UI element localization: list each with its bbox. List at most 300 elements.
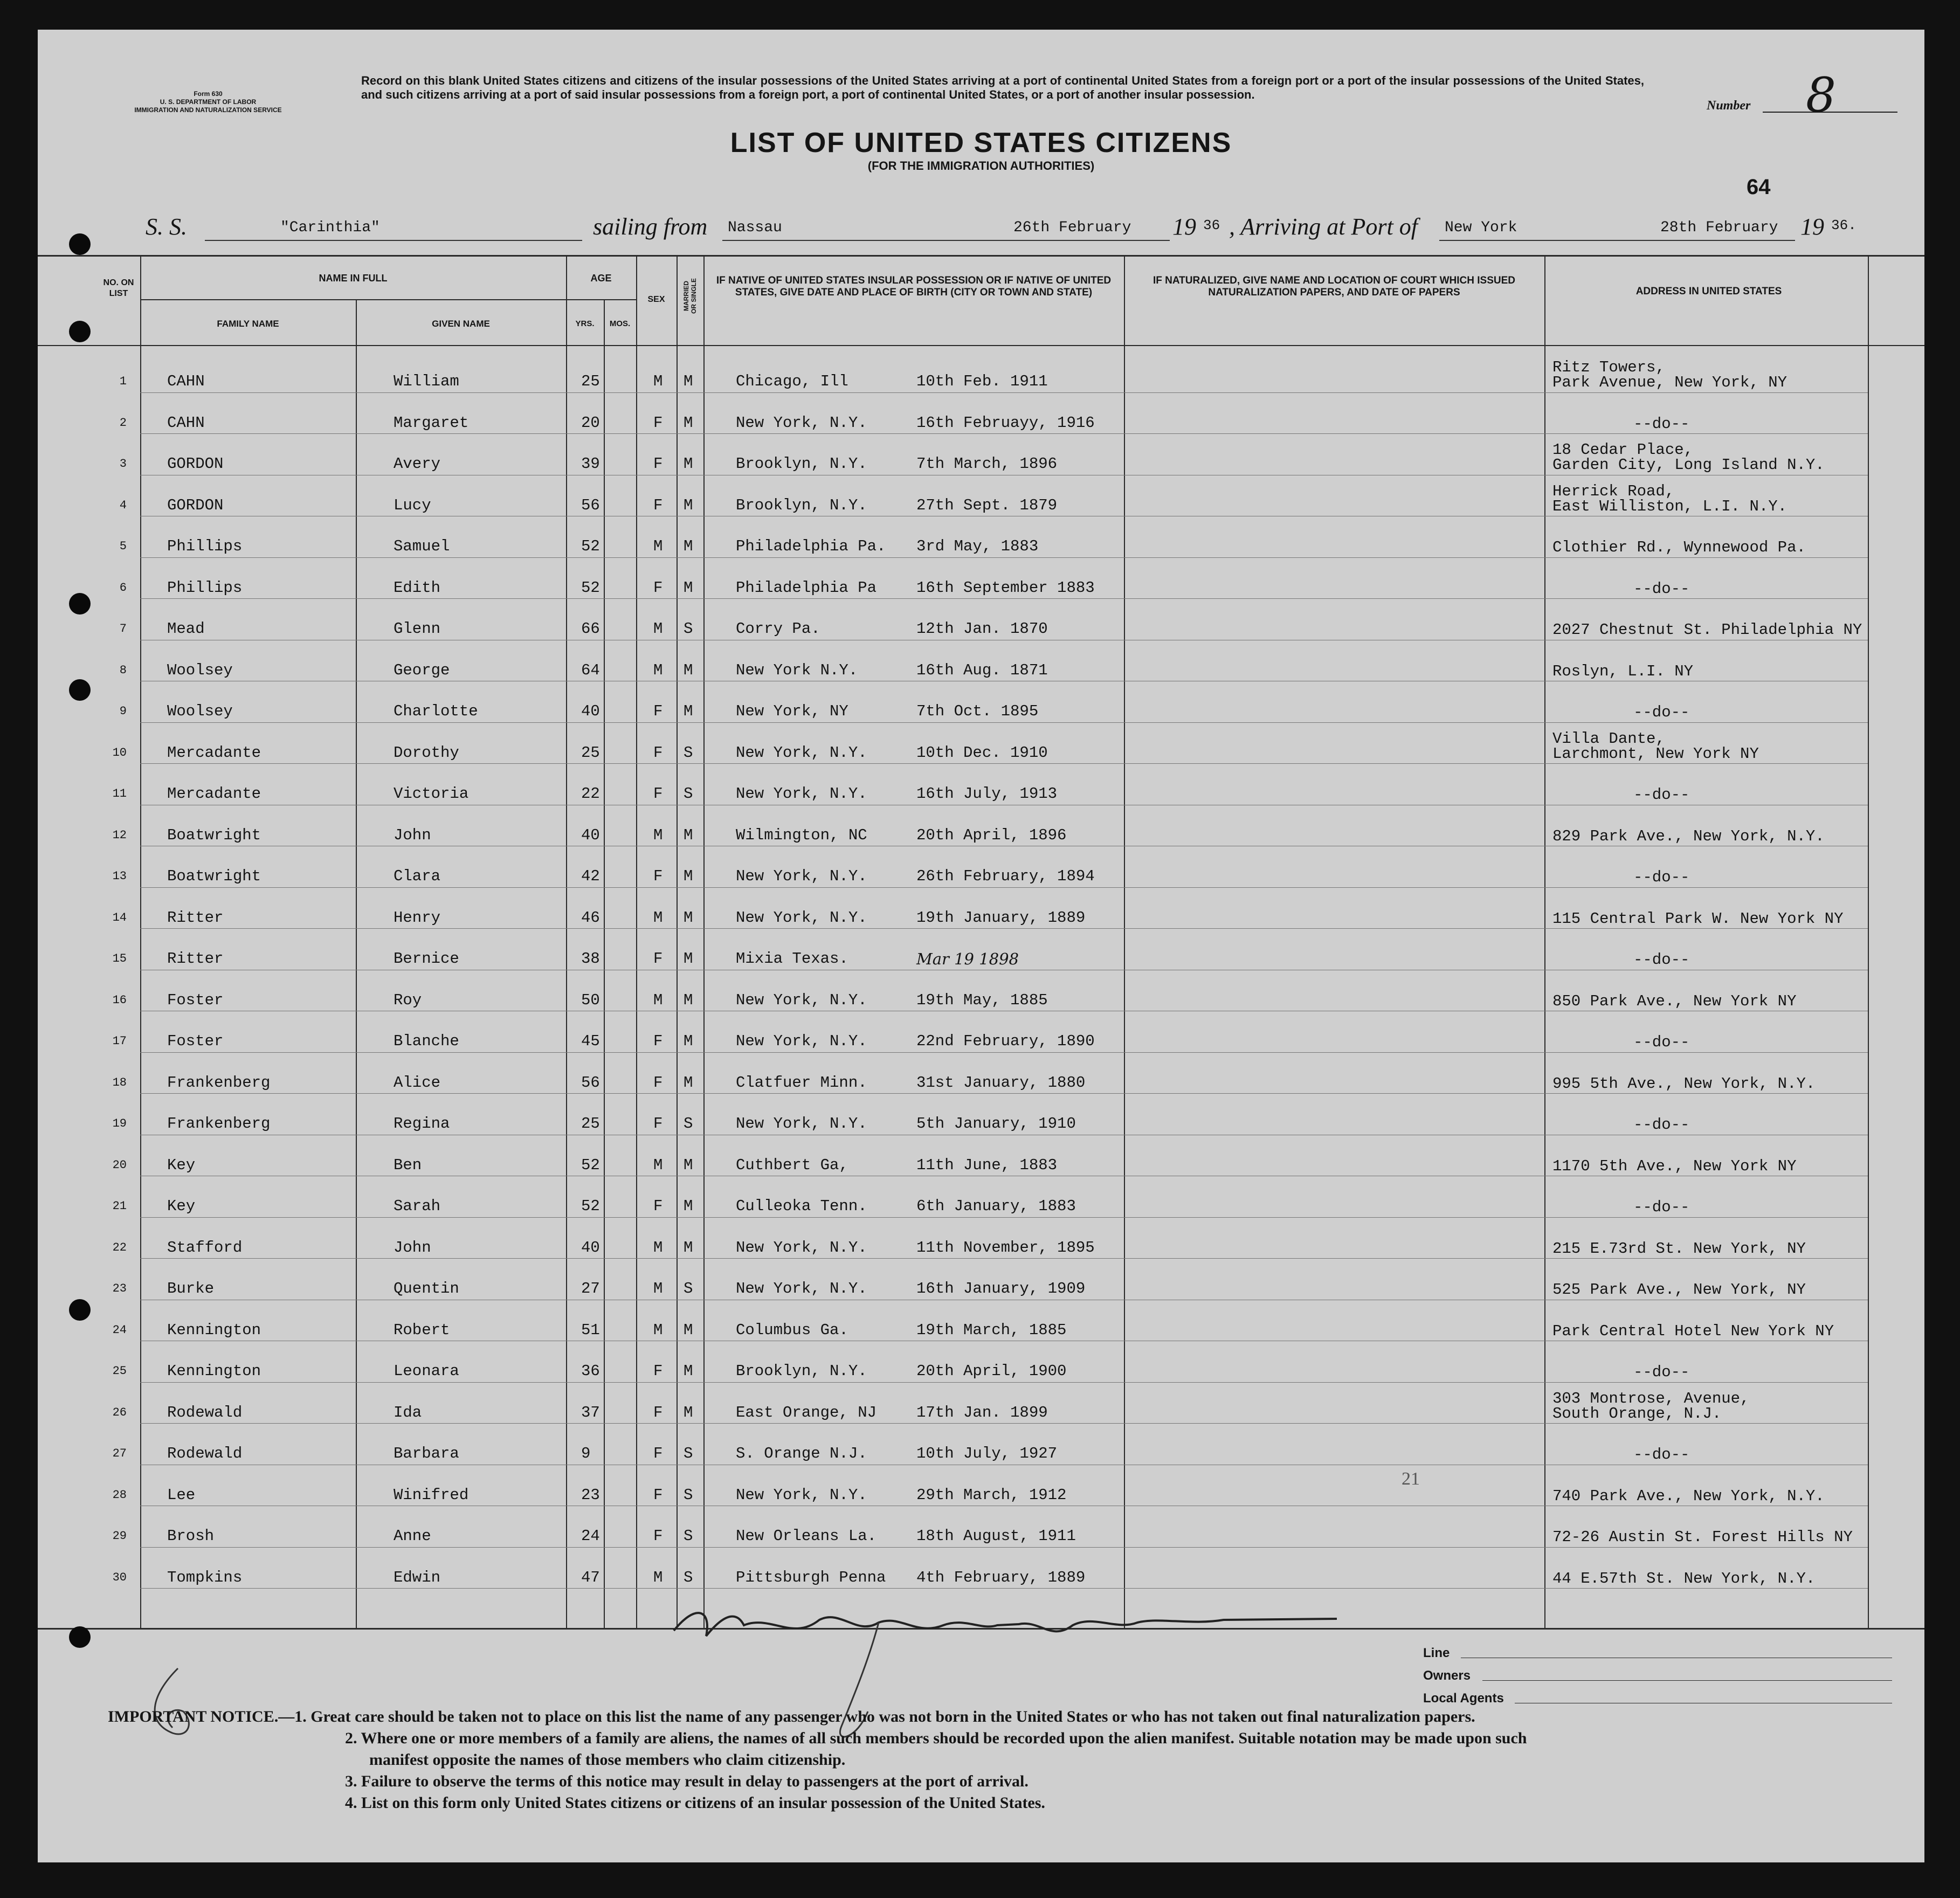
owners-label: Owners xyxy=(1423,1668,1471,1683)
row-number: 8 xyxy=(119,663,127,677)
birth-place-cell: Mixia Texas. xyxy=(736,950,848,968)
age-cell: 52 xyxy=(581,578,600,597)
marital-cell: M xyxy=(684,413,693,432)
depart-date: 26th February xyxy=(1013,219,1131,236)
marital-cell: M xyxy=(684,826,693,844)
address-line-2: East Williston, L.I. N.Y. xyxy=(1552,497,1788,515)
header-naturalized: IF NATURALIZED, GIVE NAME AND LOCATION OF COURT WHICH ISSUED NATURALIZATION PAPERS, AND DATE OF PAPERS xyxy=(1152,275,1515,298)
given-name-cell: George xyxy=(394,661,450,679)
row-number: 7 xyxy=(119,622,127,636)
depart-year-prefix: 19 xyxy=(1172,213,1196,240)
address-line-1: Villa Dante, xyxy=(1552,729,1665,748)
family-name-cell: CAHN xyxy=(167,372,205,390)
birth-place-cell: New York, N.Y. xyxy=(736,1280,867,1297)
age-cell: 64 xyxy=(581,661,600,679)
sex-cell: F xyxy=(653,1115,663,1133)
sex-cell: M xyxy=(653,1280,663,1297)
marital-cell: M xyxy=(684,1032,693,1050)
address-line-2: South Orange, N.J. xyxy=(1552,1404,1722,1423)
birth-date-cell: 10th Feb. 1911 xyxy=(916,372,1048,390)
col-rule-birth xyxy=(1124,256,1125,1628)
header-given-name: GIVEN NAME xyxy=(432,319,490,329)
marital-cell: S xyxy=(684,1568,693,1586)
binder-hole xyxy=(69,593,91,615)
name-subheader-rule xyxy=(140,299,636,300)
arrive-year: 36. xyxy=(1831,217,1857,233)
header-family-name: FAMILY NAME xyxy=(217,319,279,329)
marital-cell: M xyxy=(684,578,693,597)
address-line-2: 829 Park Ave., New York, N.Y. xyxy=(1552,827,1825,845)
birth-place-cell: Cuthbert Ga, xyxy=(736,1156,848,1174)
row-number: 25 xyxy=(112,1364,127,1378)
record-instructions: Record on this blank United States citizens and citizens of the insular possessions of the United States arriving at a port of continental United States from a foreign port or a port of the insular possessions of the United States, and such citizens arriving at a port of said insular possessions from a foreign port, a port of continental United States, or a port of another insular possession. xyxy=(361,74,1644,101)
row-number: 10 xyxy=(112,746,127,760)
marital-cell: M xyxy=(684,702,693,720)
birth-date-cell: 20th April, 1900 xyxy=(916,1362,1067,1380)
given-name-cell: John xyxy=(394,1238,431,1257)
address-line-2: Park Central Hotel New York NY xyxy=(1552,1322,1834,1340)
header-birth: IF NATIVE OF UNITED STATES INSULAR POSSESSION OR IF NATIVE OF UNITED STATES, GIVE DATE AND PLACE OF BIRTH (CITY OR TOWN AND STATE) xyxy=(716,275,1112,298)
birth-place-cell: Philadelphia Pa xyxy=(736,578,877,597)
birth-place-cell: Culleoka Tenn. xyxy=(736,1197,867,1215)
important-notice xyxy=(108,1706,1865,1814)
list-number: 8 xyxy=(1806,67,1836,123)
number-label: Number xyxy=(1707,99,1751,113)
given-name-cell: Sarah xyxy=(394,1197,441,1215)
birth-date-cell: 29th March, 1912 xyxy=(916,1486,1067,1504)
form-number: Form 630 xyxy=(194,90,223,98)
address-line-2: Park Avenue, New York, NY xyxy=(1552,374,1788,391)
given-name-cell: Edith xyxy=(394,578,441,597)
header-married-single: MARRIED OR SINGLE xyxy=(682,278,698,314)
manifest-sheet xyxy=(38,30,1924,1862)
row-number: 28 xyxy=(112,1488,127,1502)
address-line-2: 2027 Chestnut St. Philadelphia NY xyxy=(1552,621,1862,639)
address-line-2: Roslyn, L.I. NY xyxy=(1552,662,1694,680)
marital-cell: M xyxy=(684,1321,693,1339)
arrive-year-prefix: 19 xyxy=(1800,213,1824,240)
family-name-cell: Kennington xyxy=(167,1362,261,1380)
given-name-cell: Leonara xyxy=(394,1362,459,1380)
marital-cell: S xyxy=(684,1115,693,1133)
birth-place-cell: Brooklyn, N.Y. xyxy=(736,1362,867,1380)
ship-underline xyxy=(205,240,582,241)
family-name-cell: Mercadante xyxy=(167,785,261,803)
row-number: 29 xyxy=(112,1529,127,1543)
row-number: 19 xyxy=(112,1117,127,1130)
birth-place-cell: Brooklyn, N.Y. xyxy=(736,455,867,473)
sex-cell: M xyxy=(653,1321,663,1339)
age-cell: 39 xyxy=(581,455,600,473)
given-name-cell: Clara xyxy=(394,867,441,885)
marital-cell: M xyxy=(684,537,693,555)
marital-cell: S xyxy=(684,743,693,762)
birth-place-cell: New York, N.Y. xyxy=(736,1115,867,1133)
row-rule xyxy=(140,1258,1868,1259)
marital-cell: M xyxy=(684,1197,693,1215)
address-line-2: --do-- xyxy=(1633,415,1690,433)
marital-cell: M xyxy=(684,496,693,514)
address-line-2: 72-26 Austin St. Forest Hills NY xyxy=(1552,1528,1853,1546)
row-rule xyxy=(140,392,1868,393)
row-rule xyxy=(140,887,1868,888)
sex-cell: F xyxy=(653,1073,663,1092)
address-line-2: --do-- xyxy=(1633,1198,1690,1216)
family-name-cell: Frankenberg xyxy=(167,1073,271,1092)
age-cell: 22 xyxy=(581,785,600,803)
birth-date-cell: 19th March, 1885 xyxy=(916,1321,1067,1339)
table-top-rule xyxy=(38,255,1924,257)
address-line-2: --do-- xyxy=(1633,703,1690,721)
birth-date-cell: 31st January, 1880 xyxy=(916,1073,1086,1092)
address-line-2: --do-- xyxy=(1633,1446,1690,1464)
given-name-cell: Samuel xyxy=(394,537,450,555)
family-name-cell: Boatwright xyxy=(167,826,261,844)
birth-date-cell: 16th Februayy, 1916 xyxy=(916,413,1095,432)
marital-cell: M xyxy=(684,908,693,927)
given-name-cell: Dorothy xyxy=(394,743,459,762)
birth-date-cell: 19th January, 1889 xyxy=(916,908,1086,927)
family-name-cell: Woolsey xyxy=(167,661,233,679)
birth-place-cell: New York, N.Y. xyxy=(736,991,867,1009)
address-line-2: --do-- xyxy=(1633,951,1690,969)
given-name-cell: Ida xyxy=(394,1403,422,1421)
ship-name: "Carinthia" xyxy=(280,219,380,236)
age-cell: 66 xyxy=(581,620,600,638)
address-line-2: --do-- xyxy=(1633,579,1690,598)
family-name-cell: Phillips xyxy=(167,578,243,597)
row-number: 15 xyxy=(112,952,127,965)
sex-cell: F xyxy=(653,1403,663,1421)
birth-place-cell: Chicago, Ill xyxy=(736,372,848,390)
birth-place-cell: New York, NY xyxy=(736,702,848,720)
address-line-2: 850 Park Ave., New York NY xyxy=(1552,992,1797,1010)
from-underline xyxy=(722,240,1008,241)
depart-underline xyxy=(1008,240,1170,241)
form-service: IMMIGRATION AND NATURALIZATION SERVICE xyxy=(134,106,282,114)
notice-line-1: IMPORTANT NOTICE.—1. Great care should be taken not to place on this list the name of any passenger who was not born in the United States or who has not taken out final naturalization papers. xyxy=(108,1708,1475,1726)
marital-cell: M xyxy=(684,991,693,1009)
row-number: 3 xyxy=(119,457,127,471)
family-name-cell: Ritter xyxy=(167,950,224,968)
marital-cell: S xyxy=(684,1486,693,1504)
given-name-cell: Robert xyxy=(394,1321,450,1339)
page-subtitle: (FOR THE IMMIGRATION AUTHORITIES) xyxy=(867,159,1095,172)
sex-cell: M xyxy=(653,908,663,927)
birth-date-cell: 16th January, 1909 xyxy=(916,1280,1086,1297)
row-rule xyxy=(140,433,1868,434)
address-line-2: Larchmont, New York NY xyxy=(1552,744,1759,763)
given-name-cell: Winifred xyxy=(394,1486,469,1504)
given-name-cell: Alice xyxy=(394,1073,441,1092)
binder-hole xyxy=(69,1299,91,1321)
row-number: 12 xyxy=(112,828,127,842)
marital-cell: S xyxy=(684,1527,693,1545)
address-line-2: Garden City, Long Island N.Y. xyxy=(1552,456,1825,474)
row-rule xyxy=(140,722,1868,723)
sex-cell: M xyxy=(653,661,663,679)
sex-cell: F xyxy=(653,785,663,803)
from-port: Nassau xyxy=(728,219,782,236)
birth-place-cell: New York N.Y. xyxy=(736,661,858,679)
given-name-cell: Anne xyxy=(394,1527,431,1545)
family-name-cell: Key xyxy=(167,1156,196,1174)
row-number: 6 xyxy=(119,581,127,595)
birth-date-cell: 11th November, 1895 xyxy=(916,1238,1095,1257)
birth-date-cell: 17th Jan. 1899 xyxy=(916,1403,1048,1421)
marital-cell: M xyxy=(684,1156,693,1174)
row-rule xyxy=(140,1093,1868,1094)
family-name-cell: Brosh xyxy=(167,1527,215,1545)
row-rule xyxy=(140,1547,1868,1548)
age-cell: 25 xyxy=(581,372,600,390)
birth-date-cell: 19th May, 1885 xyxy=(916,991,1048,1009)
address-line-2: 740 Park Ave., New York, N.Y. xyxy=(1552,1487,1825,1505)
row-rule xyxy=(140,763,1868,764)
birth-date-cell: 27th Sept. 1879 xyxy=(916,496,1058,514)
marital-cell: M xyxy=(684,372,693,390)
sex-cell: M xyxy=(653,1568,663,1586)
row-number: 30 xyxy=(112,1570,127,1584)
row-number: 14 xyxy=(112,910,127,924)
marital-cell: M xyxy=(684,1403,693,1421)
header-name-in-full: NAME IN FULL xyxy=(319,273,388,284)
marital-cell: S xyxy=(684,620,693,638)
row-number: 24 xyxy=(112,1323,127,1337)
row-number: 4 xyxy=(119,498,127,512)
sex-cell: F xyxy=(653,1032,663,1050)
form-id-block xyxy=(68,90,348,114)
address-line-1: Ritz Towers, xyxy=(1552,358,1665,376)
depart-year: 36 xyxy=(1203,217,1220,233)
family-name-cell: Mead xyxy=(167,620,205,638)
birth-date-cell: 6th January, 1883 xyxy=(916,1197,1076,1215)
sex-cell: M xyxy=(653,537,663,555)
age-cell: 56 xyxy=(581,1073,600,1092)
given-name-cell: Victoria xyxy=(394,785,469,803)
row-rule xyxy=(140,1052,1868,1053)
binder-hole xyxy=(69,1626,91,1648)
family-name-cell: Rodewald xyxy=(167,1445,243,1462)
notice-line-5: 4. List on this form only United States citizens or citizens of an insular possession of the United States. xyxy=(345,1794,1045,1812)
sex-cell: F xyxy=(653,702,663,720)
age-cell: 51 xyxy=(581,1321,600,1339)
age-cell: 52 xyxy=(581,1156,600,1174)
family-name-cell: Burke xyxy=(167,1280,215,1297)
birth-date-cell: 12th Jan. 1870 xyxy=(916,620,1048,638)
birth-date-cell: 3rd May, 1883 xyxy=(916,537,1039,555)
address-line-2: --do-- xyxy=(1633,1033,1690,1051)
age-cell: 20 xyxy=(581,413,600,432)
col-rule-naturalized xyxy=(1544,256,1545,1628)
header-address: ADDRESS IN UNITED STATES xyxy=(1635,286,1782,297)
birth-place-cell: New Orleans La. xyxy=(736,1527,877,1545)
family-name-cell: Kennington xyxy=(167,1321,261,1339)
age-cell: 36 xyxy=(581,1362,600,1380)
col-rule-address xyxy=(1868,256,1869,1628)
birth-date-cell: 10th July, 1927 xyxy=(916,1445,1058,1462)
birth-date-cell: 7th Oct. 1895 xyxy=(916,702,1039,720)
notice-line-3: manifest opposite the names of those members who claim citizenship. xyxy=(369,1751,846,1769)
birth-place-cell: New York, N.Y. xyxy=(736,908,867,927)
row-number: 23 xyxy=(112,1282,127,1295)
address-line-2: --do-- xyxy=(1633,868,1690,886)
sex-cell: F xyxy=(653,1362,663,1380)
family-name-cell: GORDON xyxy=(167,455,224,473)
age-cell: 9 xyxy=(581,1445,591,1462)
birth-date-cell: 4th February, 1889 xyxy=(916,1568,1086,1586)
row-number: 13 xyxy=(112,869,127,883)
page-title: LIST OF UNITED STATES CITIZENS xyxy=(730,127,1232,158)
birth-date-cell: 16th July, 1913 xyxy=(916,785,1058,803)
given-name-cell: Lucy xyxy=(394,496,431,514)
birth-place-cell: S. Orange N.J. xyxy=(736,1445,867,1462)
col-rule-age xyxy=(636,256,637,1628)
header-sex: SEX xyxy=(647,295,665,304)
birth-date-cell: 20th April, 1896 xyxy=(916,826,1067,844)
row-number: 16 xyxy=(112,993,127,1007)
age-cell: 25 xyxy=(581,1115,600,1133)
col-rule-sex xyxy=(677,256,678,1628)
family-name-cell: Key xyxy=(167,1197,196,1215)
header-age: AGE xyxy=(590,273,612,284)
given-name-cell: Regina xyxy=(394,1115,450,1133)
family-name-cell: Foster xyxy=(167,1032,224,1050)
row-number: 17 xyxy=(112,1034,127,1048)
binder-hole xyxy=(69,233,91,255)
family-name-cell: Foster xyxy=(167,991,224,1009)
family-name-cell: CAHN xyxy=(167,413,205,432)
age-cell: 40 xyxy=(581,1238,600,1257)
given-name-cell: Bernice xyxy=(394,950,459,968)
corner-number: 64 xyxy=(1747,175,1771,199)
row-number: 1 xyxy=(119,375,127,388)
marital-cell: S xyxy=(684,1445,693,1462)
given-name-cell: Glenn xyxy=(394,620,441,638)
address-line-2: Clothier Rd., Wynnewood Pa. xyxy=(1552,539,1806,556)
birth-date-cell: 26th February, 1894 xyxy=(916,867,1095,885)
col-rule-no xyxy=(140,256,141,1628)
owners-underline xyxy=(1482,1680,1892,1681)
line-label: Line xyxy=(1423,1646,1450,1660)
marital-cell: S xyxy=(684,785,693,803)
row-number: 26 xyxy=(112,1405,127,1419)
sex-cell: F xyxy=(653,578,663,597)
given-name-cell: Edwin xyxy=(394,1568,441,1586)
age-cell: 38 xyxy=(581,950,600,968)
age-cell: 46 xyxy=(581,908,600,927)
address-line-2: 44 E.57th St. New York, N.Y. xyxy=(1552,1569,1816,1588)
row-rule xyxy=(140,1217,1868,1218)
birth-place-cell: Pittsburgh Penna xyxy=(736,1568,886,1586)
birth-date-cell: 10th Dec. 1910 xyxy=(916,743,1048,762)
given-name-cell: William xyxy=(394,372,459,390)
age-cell: 42 xyxy=(581,867,600,885)
address-line-1: 18 Cedar Place, xyxy=(1552,441,1694,459)
row-rule xyxy=(140,928,1868,929)
family-name-cell: Woolsey xyxy=(167,702,233,720)
birth-date-cell: 16th September 1883 xyxy=(916,578,1095,597)
row-number: 2 xyxy=(119,416,127,430)
given-name-cell: Quentin xyxy=(394,1280,459,1297)
given-name-cell: Charlotte xyxy=(394,702,478,720)
row-rule xyxy=(140,1382,1868,1383)
given-name-cell: Avery xyxy=(394,455,441,473)
sex-cell: F xyxy=(653,1486,663,1504)
given-name-cell: Blanche xyxy=(394,1032,459,1050)
local-agents-label: Local Agents xyxy=(1423,1691,1504,1706)
birth-place-cell: New York, N.Y. xyxy=(736,1032,867,1050)
row-rule xyxy=(140,1423,1868,1424)
address-line-2: 525 Park Ave., New York, NY xyxy=(1552,1281,1806,1299)
stray-mark: 21 xyxy=(1402,1469,1420,1489)
col-rule-family xyxy=(356,299,357,1628)
birth-place-cell: East Orange, NJ xyxy=(736,1403,877,1421)
family-name-cell: Tompkins xyxy=(167,1568,243,1586)
birth-place-cell: New York, N.Y. xyxy=(736,867,867,885)
family-name-cell: GORDON xyxy=(167,496,224,514)
sex-cell: M xyxy=(653,620,663,638)
birth-place-cell: Clatfuer Minn. xyxy=(736,1073,867,1092)
header-mos: MOS. xyxy=(609,319,631,328)
given-name-cell: Roy xyxy=(394,991,422,1009)
row-number: 21 xyxy=(112,1199,127,1213)
family-name-cell: Stafford xyxy=(167,1238,243,1257)
to-port: New York xyxy=(1445,219,1517,236)
address-line-2: 115 Central Park W. New York NY xyxy=(1552,909,1844,928)
form-department: U. S. DEPARTMENT OF LABOR xyxy=(160,98,257,106)
family-name-cell: Ritter xyxy=(167,908,224,927)
age-cell: 50 xyxy=(581,991,600,1009)
age-cell: 47 xyxy=(581,1568,600,1586)
birth-place-cell: New York, N.Y. xyxy=(736,743,867,762)
birth-date-cell: 5th January, 1910 xyxy=(916,1115,1076,1133)
address-line-2: 1170 5th Ave., New York NY xyxy=(1552,1157,1797,1175)
arrive-date: 28th February xyxy=(1660,219,1778,236)
marital-cell: M xyxy=(684,1073,693,1092)
family-name-cell: Rodewald xyxy=(167,1403,243,1421)
marital-cell: M xyxy=(684,1362,693,1380)
row-number: 5 xyxy=(119,540,127,553)
address-line-2: --do-- xyxy=(1633,786,1690,804)
birth-place-cell: Philadelphia Pa. xyxy=(736,537,886,555)
age-cell: 45 xyxy=(581,1032,600,1050)
family-name-cell: Mercadante xyxy=(167,743,261,762)
age-cell: 52 xyxy=(581,1197,600,1215)
age-cell: 27 xyxy=(581,1280,600,1297)
row-number: 22 xyxy=(112,1240,127,1254)
sex-cell: M xyxy=(653,1238,663,1257)
sex-cell: F xyxy=(653,950,663,968)
row-rule xyxy=(140,557,1868,558)
row-number: 27 xyxy=(112,1447,127,1460)
col-rule-married xyxy=(703,256,705,1628)
sex-cell: F xyxy=(653,496,663,514)
row-number: 20 xyxy=(112,1158,127,1172)
age-cell: 40 xyxy=(581,702,600,720)
marital-cell: M xyxy=(684,1238,693,1257)
marital-cell: M xyxy=(684,867,693,885)
marital-cell: M xyxy=(684,455,693,473)
marital-cell: M xyxy=(684,661,693,679)
age-cell: 37 xyxy=(581,1403,600,1421)
age-cell: 25 xyxy=(581,743,600,762)
sex-cell: M xyxy=(653,991,663,1009)
birth-date-cell: 16th Aug. 1871 xyxy=(916,661,1048,679)
sex-cell: F xyxy=(653,1197,663,1215)
address-line-2: 215 E.73rd St. New York, NY xyxy=(1552,1239,1806,1258)
sex-cell: F xyxy=(653,867,663,885)
